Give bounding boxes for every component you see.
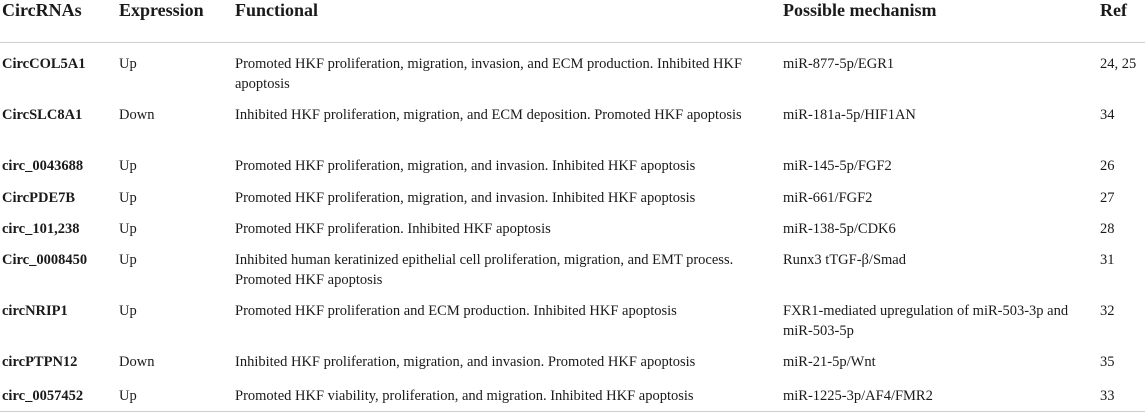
ref-cell: 34	[1100, 106, 1115, 123]
header-circrnas: CircRNAs	[0, 0, 117, 42]
circrna-name: circ_0043688	[2, 157, 84, 174]
expression-cell: Up	[119, 55, 137, 72]
ref-cell: 24, 25	[1100, 55, 1137, 72]
expression-cell: Down	[119, 106, 155, 123]
table-row	[0, 177, 1145, 208]
ref-cell: 28	[1100, 220, 1115, 237]
functional-cell: Inhibited HKF proliferation, migration, and invasion. Promoted HKF apoptosis	[235, 353, 696, 370]
circrna-name: circ_101,238	[2, 220, 80, 237]
circrna-name: CircSLC8A1	[2, 106, 83, 123]
circrna-name: circ_0057452	[0, 375, 117, 412]
table-row	[0, 208, 1145, 239]
functional-cell: Promoted HKF proliferation, migration, invasion, and ECM production. Inhibited HKF apoptosis	[235, 55, 743, 92]
expression-cell: Down	[119, 353, 155, 370]
header-ref: Ref	[1094, 0, 1145, 42]
mechanism-cell: miR-21-5p/Wnt	[783, 353, 876, 370]
functional-cell: Promoted HKF proliferation. Inhibited HKF apoptosis	[235, 220, 551, 237]
functional-cell: Inhibited human keratinized epithelial cell proliferation, migration, and EMT process. Promoted HKF apoptosis	[235, 251, 734, 288]
table-row	[0, 290, 1145, 341]
mechanism-cell: miR-138-5p/CDK6	[783, 220, 896, 237]
table-row	[0, 94, 1145, 145]
ref-cell: 35	[1100, 353, 1115, 370]
mechanism-cell: miR-181a-5p/HIF1AN	[783, 106, 916, 123]
header-functional: Functional	[233, 0, 781, 42]
mechanism-cell: miR-145-5p/FGF2	[783, 157, 892, 174]
expression-cell: Up	[119, 302, 137, 319]
table-row	[0, 375, 1145, 412]
expression-cell: Up	[119, 157, 137, 174]
ref-cell: 32	[1100, 302, 1115, 319]
ref-cell: 26	[1100, 157, 1115, 174]
expression-cell: Up	[119, 251, 137, 268]
header-expression: Expression	[117, 0, 233, 42]
ref-cell: 31	[1100, 251, 1115, 268]
table-row	[0, 145, 1145, 177]
header-possible-mechanism: Possible mechanism	[781, 0, 1094, 42]
functional-cell: Promoted HKF viability, proliferation, and migration. Inhibited HKF apoptosis	[233, 375, 781, 412]
circrna-name: Circ_0008450	[2, 251, 88, 268]
expression-cell: Up	[117, 375, 233, 412]
expression-cell: Up	[119, 189, 137, 206]
table-row	[0, 42, 1145, 94]
circrna-name: CircCOL5A1	[2, 55, 86, 72]
ref-cell: 33	[1094, 375, 1145, 412]
mechanism-cell: miR-1225-3p/AF4/FMR2	[781, 375, 1094, 412]
mechanism-cell: Runx3 tTGF-β/Smad	[783, 251, 906, 268]
circrna-name: circNRIP1	[2, 302, 68, 319]
functional-cell: Inhibited HKF proliferation, migration, and ECM deposition. Promoted HKF apoptosis	[235, 106, 742, 123]
circrna-name: CircPDE7B	[2, 189, 76, 206]
circrna-name: circPTPN12	[2, 353, 78, 370]
functional-cell: Promoted HKF proliferation and ECM production. Inhibited HKF apoptosis	[235, 302, 677, 319]
mechanism-cell: miR-877-5p/EGR1	[783, 55, 895, 72]
expression-cell: Up	[119, 220, 137, 237]
table-row	[0, 239, 1145, 290]
mechanism-cell: FXR1-mediated upregulation of miR-503-3p and miR-503-5p	[783, 302, 1069, 339]
mechanism-cell: miR-661/FGF2	[783, 189, 873, 206]
table-row	[0, 341, 1145, 375]
functional-cell: Promoted HKF proliferation, migration, and invasion. Inhibited HKF apoptosis	[235, 157, 696, 174]
functional-cell: Promoted HKF proliferation, migration, and invasion. Inhibited HKF apoptosis	[235, 189, 696, 206]
ref-cell: 27	[1100, 189, 1115, 206]
table-header-row	[0, 0, 1145, 42]
